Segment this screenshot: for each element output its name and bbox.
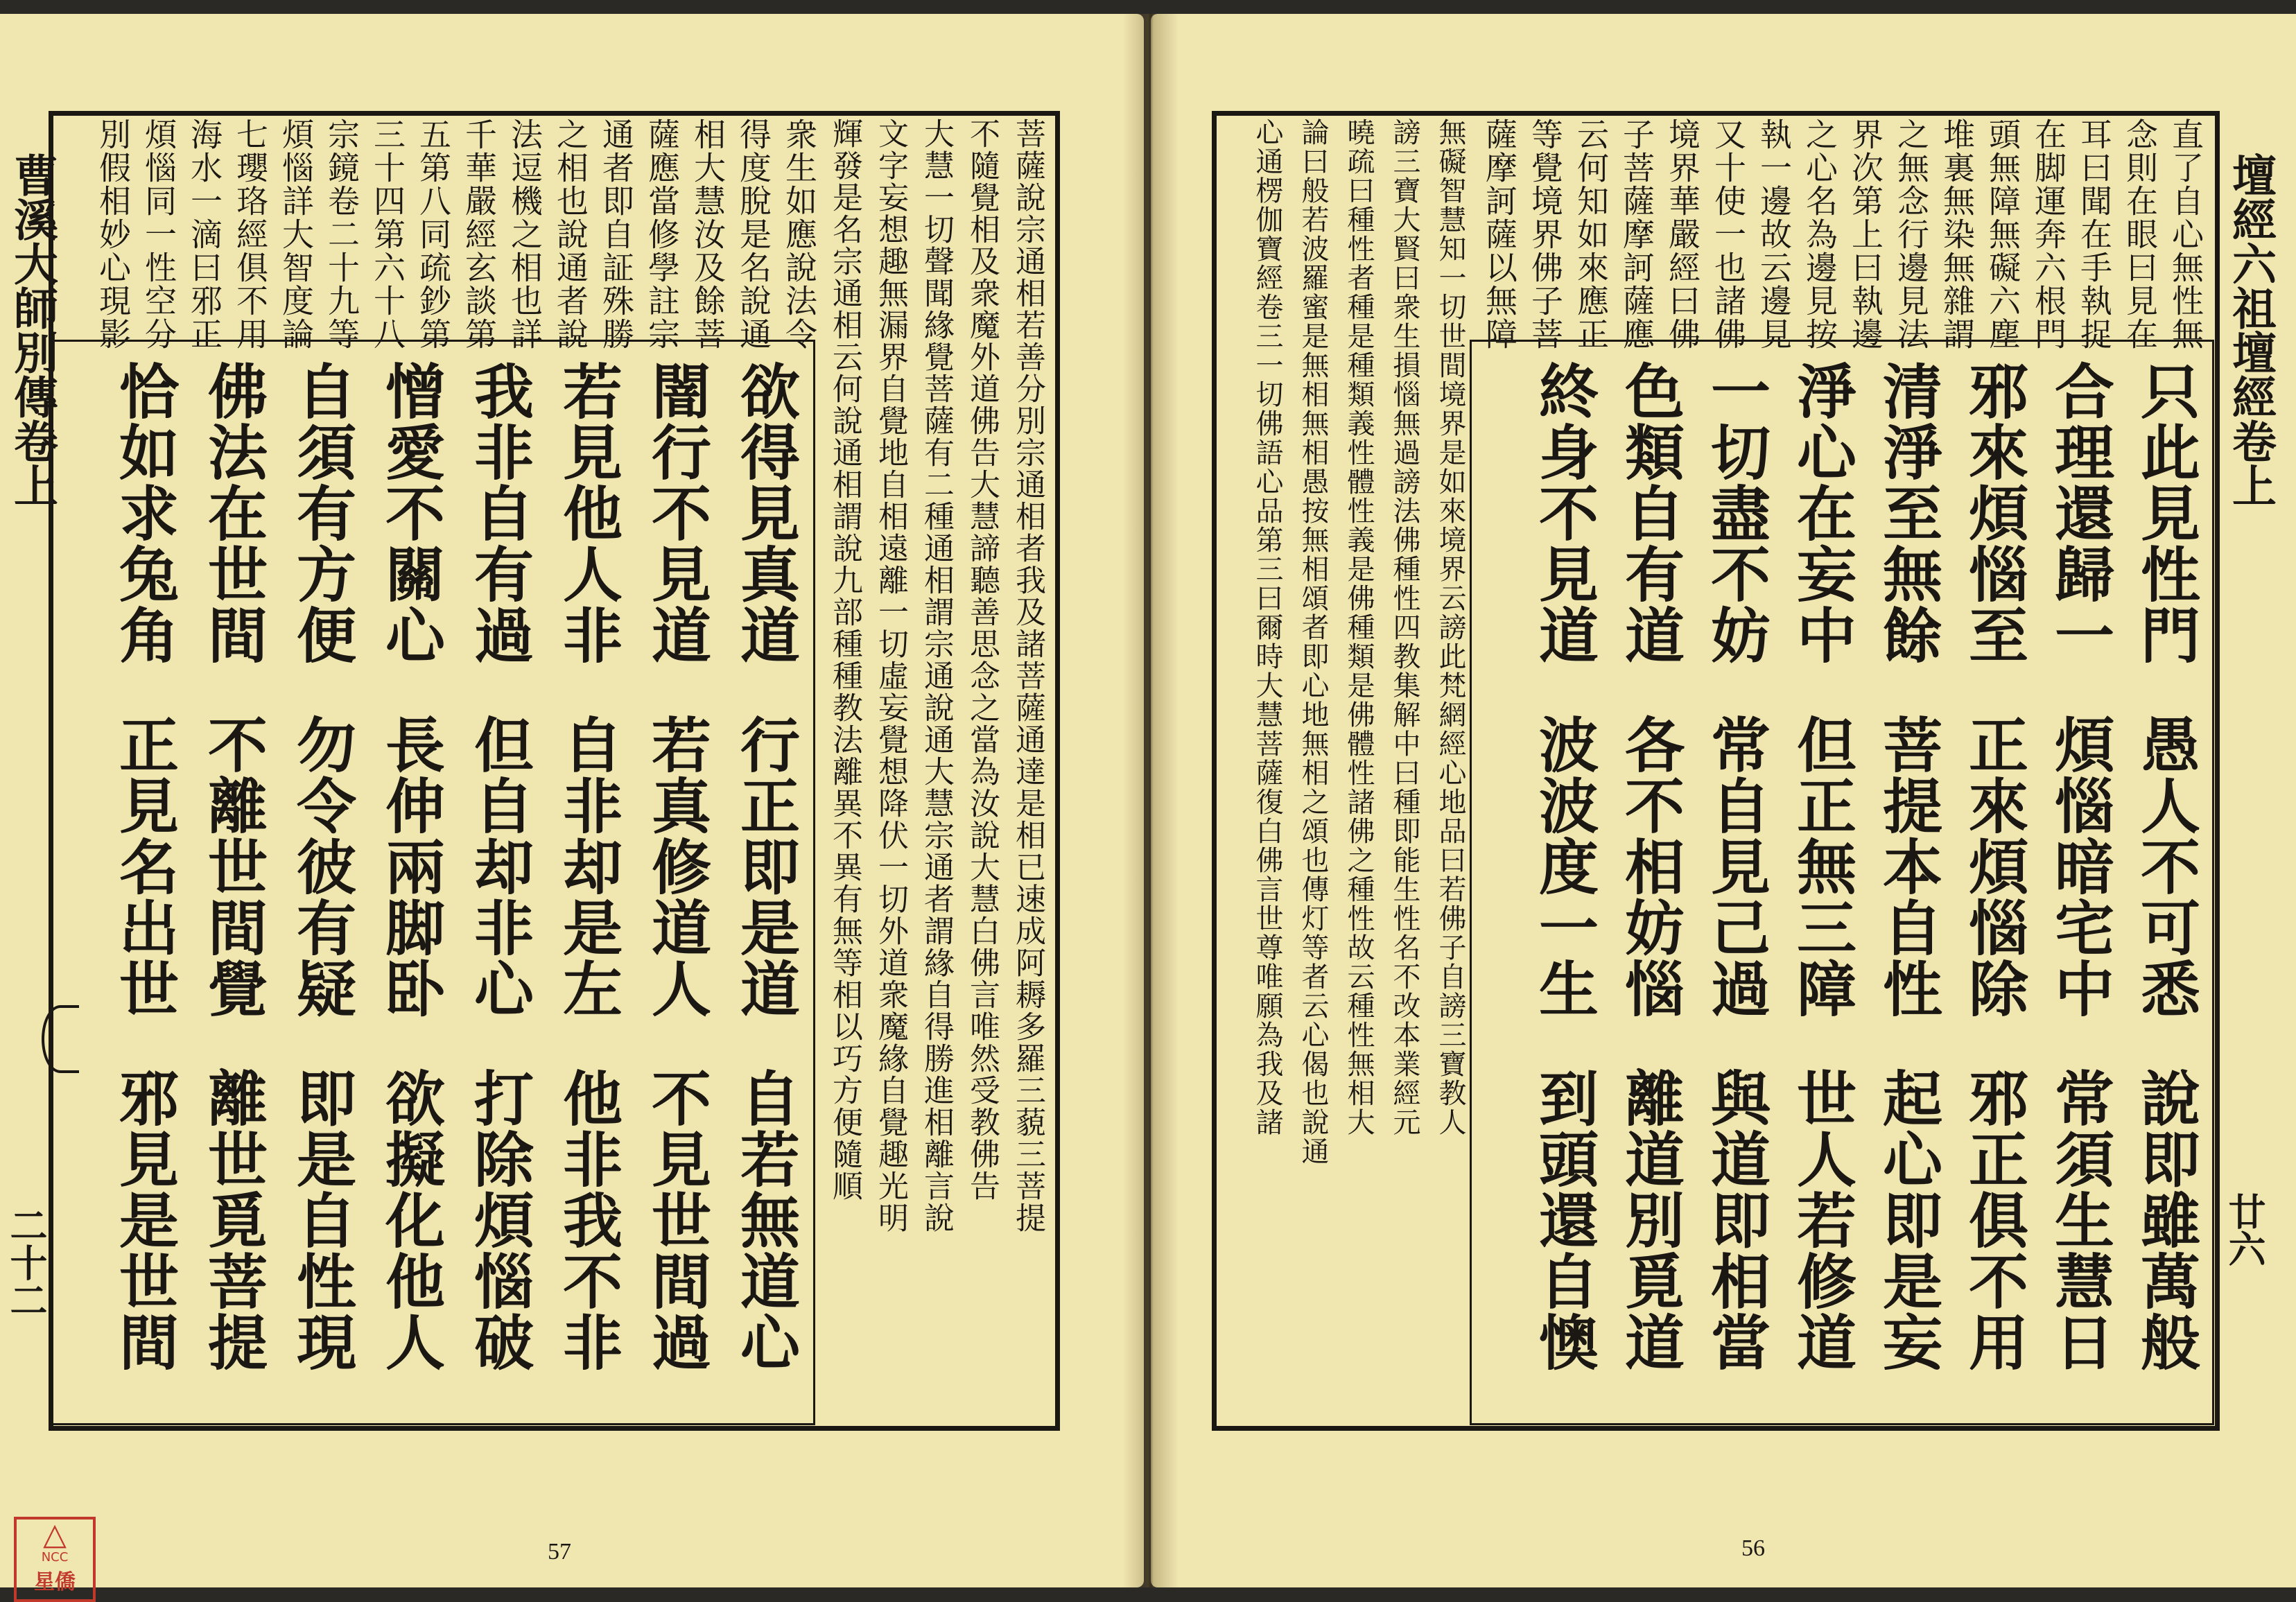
- commentary-column: 之心名為邊見按: [1801, 118, 1838, 351]
- verse-line: 欲擬化他人: [375, 1068, 445, 1373]
- commentary-column: 論曰般若波羅蜜是無相無相愚按無相頌者即心地無相之頌也傳灯等者云心偈也說通: [1297, 118, 1329, 1166]
- verse-line: 邪正俱不用: [1958, 1068, 2028, 1373]
- verse-line: 邪見是世間: [109, 1068, 179, 1373]
- verse-line: 自須有方便: [286, 360, 356, 665]
- verse-line: 闇行不見道: [641, 360, 711, 665]
- seal-triangle-icon: △: [43, 1517, 67, 1552]
- commentary-column: 輝發是名宗通相云何說通相謂說九部種種教法離異不異有無等相以巧方便隨順: [827, 118, 862, 1202]
- verse-line: 不離世間覺: [198, 714, 268, 1019]
- verse-line: 世人若修道: [1786, 1068, 1856, 1373]
- verse-line: 終身不見道: [1529, 360, 1599, 665]
- verse-line: 邪來煩惱至: [1958, 360, 2028, 665]
- verse-line: 正見名出世: [109, 714, 179, 1019]
- commentary-column: 千華嚴經玄談第: [460, 118, 498, 351]
- commentary-column: 文字妄想趣無漏界自覺地自相遠離一切虛妄覺想降伏一切外道衆魔緣自覺趣光明: [873, 118, 908, 1234]
- verse-line: 但正無三障: [1786, 714, 1856, 1019]
- book-gutter: [1123, 14, 1179, 1587]
- commentary-column: 通者即自証殊勝: [598, 118, 635, 351]
- commentary-column: 界次第上曰執邊: [1847, 118, 1884, 351]
- verse-line: 到頭還自懊: [1529, 1068, 1599, 1373]
- seal-top-text: NCC: [41, 1550, 69, 1565]
- left-page-number: 57: [548, 1539, 571, 1565]
- commentary-column: 之無念行邊見法: [1893, 118, 1930, 351]
- commentary-column: 曉疏曰種性者種是種類義性體性義是佛種類是佛體性諸佛之種性故云種性無相大: [1343, 118, 1375, 1137]
- commentary-column: 念則在眼曰見在: [2121, 118, 2159, 351]
- verse-line: 長伸兩脚卧: [375, 714, 445, 1019]
- left-page: [0, 14, 1144, 1594]
- commentary-column: 衆生如應說法令: [781, 118, 818, 351]
- left-margin-title: 曹溪大師別傳卷上: [6, 153, 58, 507]
- verse-line: 自非却是左: [553, 714, 623, 1019]
- verse-line: 離道別覓道: [1615, 1068, 1685, 1373]
- commentary-column: 謗三寶大賢曰衆生損惱無過謗法佛種性四教集解中曰種即能生性名不改本業經元: [1389, 118, 1420, 1137]
- verse-line: 若見他人非: [553, 360, 623, 665]
- commentary-column: 之相也說通者說: [552, 118, 589, 351]
- commentary-column: 煩惱詳大智度論: [277, 118, 315, 351]
- verse-line: 說即雖萬般: [2130, 1068, 2200, 1373]
- verse-line: 憎愛不關心: [375, 360, 445, 665]
- commentary-column: 別假相妙心現影: [94, 118, 132, 351]
- verse-line: 但自却非心: [464, 714, 534, 1019]
- verse-line: 波波度一生: [1529, 714, 1599, 1019]
- commentary-column: 三十四第六十八: [369, 118, 406, 351]
- verse-line: 淨心在妄中: [1786, 360, 1856, 665]
- verse-line: 若真修道人: [641, 714, 711, 1019]
- library-seal-stamp: [14, 1517, 96, 1602]
- verse-line: 色類自有道: [1615, 360, 1685, 665]
- verse-line: 正來煩惱除: [1958, 714, 2028, 1019]
- verse-line: 菩提本自性: [1872, 714, 1942, 1019]
- commentary-column: 薩摩訶薩以無障: [1481, 118, 1518, 351]
- verse-line: 他非我不非: [553, 1068, 623, 1373]
- verse-line: 各不相妨惱: [1615, 714, 1685, 1019]
- commentary-column: 無礙智慧知一切世間境界是如來境界云謗此梵網經心地品曰若佛子自謗三寶教人: [1434, 118, 1466, 1137]
- right-page-number: 56: [1741, 1535, 1765, 1561]
- verse-line: 煩惱暗宅中: [2044, 714, 2114, 1019]
- verse-line: 常須生慧日: [2044, 1068, 2114, 1373]
- commentary-column: 云何知如來應正: [1572, 118, 1610, 351]
- commentary-column: 子菩薩摩訶薩應: [1618, 118, 1655, 351]
- right-margin-title: 壇經六祖壇經卷上: [2225, 153, 2277, 507]
- verse-line: 不見世間過: [641, 1068, 711, 1373]
- left-margin-circle: [42, 1005, 79, 1073]
- commentary-column: 境界華嚴經曰佛: [1664, 118, 1701, 351]
- commentary-column: 七瓔珞經俱不用: [232, 118, 269, 351]
- seal-bottom-text: 星僑: [34, 1570, 76, 1594]
- verse-line: 勿令彼有疑: [286, 714, 356, 1019]
- commentary-column: 不隨覺相及衆魔外道佛告大慧諦聽善思念之當為汝說大慧白佛言唯然受教佛告: [964, 118, 1000, 1202]
- commentary-column: 宗鏡卷二十九等: [323, 118, 360, 351]
- commentary-column: 執一邊故云邊見: [1755, 118, 1793, 351]
- commentary-column: 在脚運奔六根門: [2030, 118, 2067, 351]
- right-margin-folio: 廿六: [2223, 1192, 2267, 1267]
- commentary-column: 五第八同疏鈔第: [415, 118, 452, 351]
- verse-line: 恰如求兔角: [109, 360, 179, 665]
- commentary-column: 煩惱同一性空分: [140, 118, 177, 351]
- verse-line: 行正即是道: [730, 714, 800, 1019]
- commentary-column: 等覺境界佛子菩: [1527, 118, 1564, 351]
- left-margin-folio: 二十二: [4, 1206, 49, 1318]
- verse-line: 起心即是妄: [1872, 1068, 1942, 1373]
- verse-line: 即是自性現: [286, 1068, 356, 1373]
- verse-line: 只此見性門: [2130, 360, 2200, 665]
- commentary-column: 又十使一也諸佛: [1710, 118, 1747, 351]
- verse-line: 離世覓菩提: [198, 1068, 268, 1373]
- commentary-column: 頭無障無礙六塵: [1984, 118, 2021, 351]
- commentary-column: 菩薩說宗通相若善分別宗通相者我及諸菩薩通達是相已速成阿耨多羅三藐三菩提: [1010, 118, 1045, 1234]
- commentary-column: 心通楞伽寶經卷三一切佛語心品第三曰爾時大慧菩薩復白佛言世尊唯願為我及諸: [1251, 118, 1283, 1137]
- verse-line: 打除煩惱破: [464, 1068, 534, 1373]
- verse-line: 我非自有過: [464, 360, 534, 665]
- verse-line: 常自見己過: [1701, 714, 1771, 1019]
- commentary-column: 得度脫是名說通: [735, 118, 772, 351]
- right-page: [1151, 14, 2296, 1587]
- verse-line: 愚人不可悉: [2130, 714, 2200, 1019]
- verse-line: 佛法在世間: [198, 360, 268, 665]
- verse-line: 自若無道心: [730, 1068, 800, 1373]
- verse-line: 清淨至無餘: [1872, 360, 1942, 665]
- commentary-column: 大慧一切聲聞緣覺菩薩有二種通相謂宗通說通大慧宗通者謂緣自得勝進相離言說: [919, 118, 954, 1234]
- commentary-column: 直了自心無性無: [2167, 118, 2204, 351]
- verse-line: 與道即相當: [1701, 1068, 1771, 1373]
- commentary-column: 海水一滴曰邪正: [186, 118, 223, 351]
- verse-line: 合理還歸一: [2044, 360, 2114, 665]
- commentary-column: 薩應當修學註宗: [643, 118, 681, 351]
- commentary-column: 相大慧汝及餘菩: [689, 118, 727, 351]
- verse-line: 欲得見真道: [730, 360, 800, 665]
- commentary-column: 堆裏無染無雜謂: [1938, 118, 1976, 351]
- commentary-column: 法逗機之相也詳: [506, 118, 543, 351]
- commentary-column: 耳曰聞在手執捉: [2076, 118, 2113, 351]
- verse-line: 一切盡不妨: [1701, 360, 1771, 665]
